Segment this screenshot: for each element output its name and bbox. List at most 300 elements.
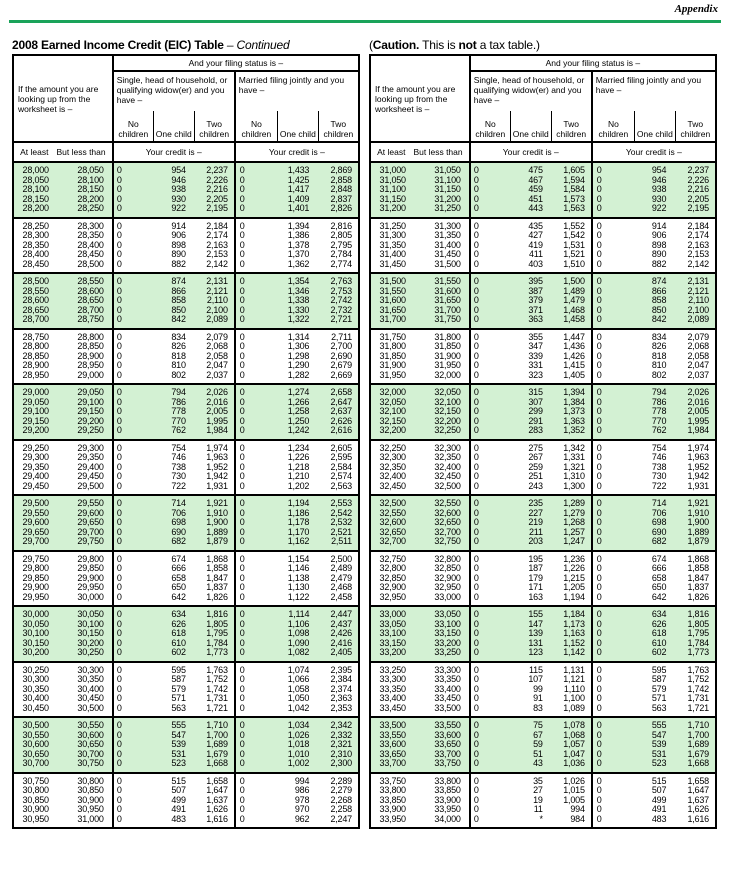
married-one-child-value: 1,417 <box>287 184 310 194</box>
married-two-children-value: 2,616 <box>330 425 352 435</box>
at-least-value: 30,000 <box>22 609 49 619</box>
at-least-value: 30,300 <box>22 674 49 684</box>
married-two-children-value: 2,174 <box>687 230 709 240</box>
married-two-children-header: Two children <box>318 111 359 142</box>
single-no-children-value: 0 <box>116 739 122 749</box>
range-header <box>370 142 470 162</box>
married-two-children-column <box>317 444 358 492</box>
single-two-children-value: 1,637 <box>206 794 228 805</box>
single-no-children-column <box>114 610 154 658</box>
married-two-children-value: 2,247 <box>330 813 352 824</box>
married-no-children-value: 0 <box>239 396 245 407</box>
single-no-children-value: 0 <box>473 785 479 795</box>
single-two-children-value: 1,605 <box>563 165 585 175</box>
at-least-value: 32,300 <box>379 452 406 462</box>
single-one-child-value: 387 <box>528 285 543 296</box>
single-no-children-value: 0 <box>116 804 122 814</box>
married-no-children-value: 0 <box>239 720 245 730</box>
single-one-child-column <box>511 388 551 436</box>
single-one-child-value: 211 <box>529 526 543 537</box>
married-one-child-value: 650 <box>651 582 667 592</box>
married-one-child-value: 1,090 <box>287 637 310 648</box>
single-no-children-value: 0 <box>116 461 122 472</box>
at-least-value: 33,550 <box>379 729 406 740</box>
single-two-children-column <box>194 610 234 658</box>
at-least-value: 32,700 <box>379 536 406 546</box>
at-least-value: 30,500 <box>22 720 49 730</box>
single-two-children-value: 1,194 <box>563 591 585 602</box>
income-range-cell <box>13 606 113 662</box>
married-two-children-value: 2,742 <box>330 295 352 305</box>
married-two-children-column <box>317 166 358 214</box>
less-than-value: 31,300 <box>434 220 461 231</box>
single-two-children-value: 2,079 <box>206 331 228 342</box>
married-credit-cell <box>235 606 359 662</box>
less-than-value: 33,700 <box>434 748 461 759</box>
married-two-children-value: 2,679 <box>330 360 352 370</box>
married-two-children-value: 2,300 <box>330 758 352 768</box>
single-one-child-value: 666 <box>171 563 186 573</box>
less-than-value: 31,500 <box>434 258 461 269</box>
single-group-header: Single, head of household, or qualifying widow(er) and you have – <box>470 71 592 111</box>
single-one-child-value: 946 <box>171 174 186 185</box>
married-credit-header: Your credit is – <box>592 142 716 162</box>
single-one-child-value: 842 <box>171 314 186 324</box>
single-two-children-value: 1,816 <box>206 609 228 619</box>
married-no-children-value: 0 <box>239 295 245 305</box>
single-one-child-value: 555 <box>171 720 186 730</box>
single-no-children-value: 0 <box>473 276 479 286</box>
single-credit-cell <box>470 606 592 662</box>
at-least-value: 33,500 <box>379 720 406 730</box>
less-than-value: 33,550 <box>434 720 461 730</box>
single-two-children-value: 1,931 <box>206 480 228 491</box>
single-one-child-value: 395 <box>528 276 543 286</box>
single-two-children-value: 994 <box>570 804 585 814</box>
single-one-child-value: 403 <box>528 258 543 269</box>
married-no-children-value: 0 <box>239 415 245 426</box>
less-than-value: 32,100 <box>434 396 461 407</box>
single-two-children-value: 1,752 <box>206 674 228 684</box>
at-least-value: 32,750 <box>379 553 406 564</box>
single-no-children-value: 0 <box>473 184 479 194</box>
less-than-value: 32,450 <box>434 471 461 481</box>
married-one-child-value: 794 <box>651 387 667 397</box>
married-no-children-column <box>236 444 277 492</box>
married-no-children-value: 0 <box>596 628 602 638</box>
married-one-child-value: 1,378 <box>287 239 310 250</box>
married-credit-cell <box>592 717 716 773</box>
at-least-column <box>371 499 420 547</box>
single-two-children-column <box>194 166 234 214</box>
single-no-children-value: 0 <box>116 341 122 351</box>
married-one-child-value: 962 <box>294 813 310 824</box>
at-least-value: 29,000 <box>22 387 49 397</box>
at-least-value: 33,300 <box>379 674 406 684</box>
single-no-children-value: 0 <box>473 452 479 462</box>
married-one-child-value: 507 <box>651 785 667 795</box>
at-least-value: 29,400 <box>22 471 49 481</box>
at-least-value: 33,000 <box>379 609 406 619</box>
married-one-child-value: 762 <box>651 425 667 435</box>
single-no-children-value: 0 <box>473 295 479 305</box>
at-least-value: 29,050 <box>22 396 49 407</box>
single-one-child-value: 75 <box>533 720 543 730</box>
at-least-value: 30,100 <box>22 628 49 638</box>
single-one-child-column <box>511 166 551 214</box>
single-no-children-value: 0 <box>116 664 122 675</box>
single-two-children-value: 1,152 <box>563 637 585 648</box>
income-range-cell <box>370 440 470 496</box>
less-than-value: 30,700 <box>77 748 104 759</box>
married-no-children-value: 0 <box>596 220 602 231</box>
married-no-children-column <box>236 777 277 825</box>
single-no-children-value: 0 <box>473 471 479 481</box>
single-one-child-header: One child <box>153 111 194 142</box>
income-range-cell <box>13 218 113 274</box>
single-two-children-value: 1,458 <box>563 314 585 324</box>
single-one-child-value: 459 <box>528 184 543 194</box>
at-least-value: 32,500 <box>379 498 406 508</box>
single-no-children-value: 0 <box>473 618 479 629</box>
single-credit-header: Your credit is – <box>113 142 235 162</box>
at-least-column <box>14 666 63 714</box>
married-two-children-value: 2,100 <box>687 304 709 315</box>
table-row-block <box>13 662 359 718</box>
single-no-children-value: 0 <box>116 609 122 619</box>
at-least-value: 28,650 <box>22 304 49 315</box>
married-two-children-value: 2,110 <box>688 295 709 305</box>
married-no-children-column <box>236 610 277 658</box>
less-than-value: 30,400 <box>77 683 104 694</box>
single-one-child-value: 203 <box>528 536 543 546</box>
single-no-children-value: 0 <box>116 729 122 740</box>
less-than-value: 32,000 <box>434 369 461 380</box>
married-credit-cell <box>235 440 359 496</box>
income-range-cell <box>370 273 470 329</box>
single-two-children-value: 1,405 <box>563 369 585 380</box>
married-no-children-value: 0 <box>239 693 245 703</box>
single-two-children-value: 1,205 <box>563 582 585 592</box>
married-no-children-value: 0 <box>239 785 245 795</box>
married-two-children-value: 1,984 <box>687 425 709 435</box>
less-than-value: 28,100 <box>77 174 104 185</box>
less-than-value: 28,650 <box>77 295 104 305</box>
single-one-child-value: 515 <box>171 775 186 786</box>
married-two-children-value: 1,616 <box>687 813 709 824</box>
single-no-children-value: 0 <box>473 647 479 657</box>
less-than-value: 29,600 <box>77 507 104 518</box>
less-than-value: 33,200 <box>434 637 461 648</box>
range-header <box>13 142 113 162</box>
single-one-child-value: 123 <box>528 647 543 657</box>
married-one-child-value: 1,370 <box>287 249 310 259</box>
single-two-children-value: 1,921 <box>206 498 228 508</box>
eic-table-left <box>12 54 360 829</box>
single-no-children-column <box>114 777 154 825</box>
single-two-children-value: 1,110 <box>563 683 585 694</box>
less-than-value: 30,050 <box>77 609 104 619</box>
single-one-child-value: 730 <box>171 471 186 481</box>
single-one-child-value: 147 <box>528 618 543 629</box>
married-no-children-column <box>593 666 634 714</box>
single-no-children-value: 0 <box>473 609 479 619</box>
married-no-children-value: 0 <box>239 480 245 491</box>
less-than-column <box>420 555 469 603</box>
single-two-children-value: 1,879 <box>206 536 228 546</box>
single-one-child-value: 778 <box>171 406 186 416</box>
at-least-value: 29,350 <box>22 461 49 472</box>
at-least-value: 30,950 <box>22 813 49 824</box>
single-two-children-value: 1,489 <box>563 285 585 296</box>
married-two-children-column <box>317 777 358 825</box>
at-least-value: 31,450 <box>379 258 406 269</box>
married-no-children-column <box>593 388 634 436</box>
married-one-child-value: 1,050 <box>287 693 310 703</box>
less-than-value: 29,350 <box>77 452 104 462</box>
married-no-children-value: 0 <box>239 804 245 814</box>
single-one-child-value: 99 <box>533 683 543 694</box>
married-one-child-value: 1,010 <box>287 748 310 759</box>
married-two-children-value: 2,869 <box>330 165 352 175</box>
single-no-children-value: 0 <box>116 471 122 481</box>
single-one-child-value: 914 <box>171 220 186 231</box>
married-one-child-value: 786 <box>651 396 667 407</box>
single-one-child-value: 587 <box>171 674 186 684</box>
single-one-child-value: 834 <box>171 331 186 342</box>
married-no-children-column <box>593 777 634 825</box>
at-least-column <box>371 277 420 325</box>
single-no-children-value: 0 <box>116 674 122 684</box>
married-no-children-value: 0 <box>596 739 602 749</box>
single-no-children-value: 0 <box>116 775 122 786</box>
at-least-value: 29,600 <box>22 517 49 527</box>
single-one-child-value: 499 <box>171 794 186 805</box>
at-least-value: 30,650 <box>22 748 49 759</box>
married-one-child-value: 890 <box>651 249 667 259</box>
married-one-child-value: 866 <box>651 285 667 296</box>
header-row-credit <box>13 142 359 162</box>
at-least-value: 31,250 <box>379 220 406 231</box>
married-two-children-value: 1,647 <box>687 785 709 795</box>
married-one-child-column <box>634 333 675 381</box>
married-two-children-value: 2,216 <box>687 184 709 194</box>
married-one-child-value: 555 <box>651 720 667 730</box>
single-two-children-value: 1,078 <box>563 720 585 730</box>
married-two-children-value: 2,574 <box>330 471 352 481</box>
single-no-children-value: 0 <box>116 249 122 259</box>
less-than-value: 30,950 <box>77 804 104 814</box>
married-two-children-value: 1,795 <box>687 628 709 638</box>
married-credit-cell <box>592 273 716 329</box>
married-two-children-value: 2,458 <box>330 591 352 602</box>
single-no-children-value: 0 <box>473 406 479 416</box>
at-least-value: 33,750 <box>379 775 406 786</box>
single-no-children-value: 0 <box>116 553 122 564</box>
married-no-children-column <box>236 666 277 714</box>
single-one-child-value: 714 <box>171 498 186 508</box>
less-than-column <box>420 666 469 714</box>
single-no-children-value: 0 <box>116 582 122 592</box>
married-two-children-value: 2,258 <box>330 804 352 814</box>
at-least-column <box>14 610 63 658</box>
single-one-child-column <box>154 444 194 492</box>
single-one-child-value: 858 <box>171 295 186 305</box>
married-no-children-value: 0 <box>596 563 602 573</box>
single-no-children-column <box>471 555 511 603</box>
married-one-child-value: 1,298 <box>287 350 310 361</box>
single-one-child-value: 930 <box>171 193 186 204</box>
at-least-value: 33,700 <box>379 758 406 768</box>
married-two-children-value: 2,005 <box>687 406 709 416</box>
single-two-children-value: 1,363 <box>563 415 585 426</box>
married-credit-cell <box>592 384 716 440</box>
at-least-value: 32,350 <box>379 461 406 472</box>
single-one-child-value: 139 <box>528 628 543 638</box>
single-one-child-value: 483 <box>171 813 186 824</box>
at-least-column <box>371 555 420 603</box>
married-no-children-value: 0 <box>239 517 245 527</box>
single-no-children-value: 0 <box>116 720 122 730</box>
married-no-children-value: 0 <box>239 276 245 286</box>
married-credit-cell <box>592 551 716 607</box>
single-no-children-value: 0 <box>473 461 479 472</box>
married-two-children-value: 2,195 <box>687 203 709 213</box>
single-one-child-value: 83 <box>533 702 543 713</box>
married-two-children-value: 1,974 <box>687 442 709 453</box>
single-two-children-value: 1,868 <box>206 553 228 564</box>
less-than-value: 29,450 <box>77 471 104 481</box>
at-least-value: 29,900 <box>22 582 49 592</box>
married-no-children-value: 0 <box>239 220 245 231</box>
married-one-child-value: 1,146 <box>287 563 310 573</box>
single-two-children-value: 1,626 <box>206 804 228 814</box>
header-row-credit <box>370 142 716 162</box>
married-two-children-value: 2,595 <box>330 452 352 462</box>
less-than-value: 32,050 <box>434 387 461 397</box>
married-two-children-value: 2,321 <box>330 739 352 749</box>
single-one-child-value: 347 <box>528 341 543 351</box>
married-credit-header: Your credit is – <box>235 142 359 162</box>
single-no-children-value: 0 <box>116 276 122 286</box>
single-no-children-value: 0 <box>473 739 479 749</box>
married-one-child-value: 818 <box>651 350 667 361</box>
married-no-children-value: 0 <box>596 174 602 185</box>
single-two-children-value: 1,026 <box>563 775 585 786</box>
less-than-value: 33,850 <box>434 785 461 795</box>
at-least-column <box>371 333 420 381</box>
married-two-children-value: 2,542 <box>330 507 352 518</box>
married-no-children-value: 0 <box>239 702 245 713</box>
header-row-status <box>13 55 359 71</box>
married-no-children-value: 0 <box>596 369 602 380</box>
amount-header: If the amount you are looking up from the worksheet is – <box>370 55 470 142</box>
less-than-value: 28,850 <box>77 341 104 351</box>
single-credit-header: Your credit is – <box>470 142 592 162</box>
less-than-value: 30,550 <box>77 720 104 730</box>
married-one-child-value: 730 <box>651 471 667 481</box>
caution-note <box>369 38 540 52</box>
single-credit-cell <box>113 606 235 662</box>
single-one-child-value: 27 <box>533 785 543 795</box>
married-one-child-value: 1,258 <box>287 406 310 416</box>
single-two-children-column <box>551 222 591 270</box>
married-one-child-value: 1,266 <box>287 396 310 407</box>
married-no-children-value: 0 <box>239 230 245 240</box>
less-than-value: 29,800 <box>77 553 104 564</box>
single-no-children-column <box>471 777 511 825</box>
married-two-children-value: 1,668 <box>687 758 709 768</box>
at-least-value: 30,700 <box>22 758 49 768</box>
married-credit-cell <box>235 384 359 440</box>
married-one-child-value: 1,433 <box>287 165 310 175</box>
married-no-children-value: 0 <box>596 415 602 426</box>
married-one-child-column <box>634 499 675 547</box>
at-least-column <box>14 499 63 547</box>
less-than-value: 30,500 <box>77 702 104 713</box>
married-no-children-value: 0 <box>596 314 602 324</box>
single-credit-cell <box>113 662 235 718</box>
single-two-children-value: 1,036 <box>563 758 585 768</box>
single-no-children-value: 0 <box>473 664 479 675</box>
married-two-children-value: 2,816 <box>330 220 352 231</box>
married-two-children-value: 1,995 <box>687 415 709 426</box>
married-one-child-value: 706 <box>651 507 667 518</box>
table-row-block <box>370 384 716 440</box>
single-two-children-column <box>551 166 591 214</box>
single-one-child-value: 938 <box>171 184 186 194</box>
married-no-children-value: 0 <box>239 507 245 518</box>
single-no-children-value: 0 <box>473 729 479 740</box>
at-least-value: 31,050 <box>379 174 406 185</box>
less-than-value: 28,950 <box>77 360 104 370</box>
single-no-children-value: 0 <box>473 507 479 518</box>
single-two-children-value: 1,342 <box>563 442 585 453</box>
single-no-children-value: 0 <box>473 813 479 824</box>
single-no-children-column <box>114 333 154 381</box>
less-than-value: 32,650 <box>434 517 461 527</box>
single-one-child-value: 746 <box>171 452 186 462</box>
single-one-child-value: 882 <box>171 258 186 269</box>
married-one-child-value: 483 <box>651 813 667 824</box>
single-no-children-value: 0 <box>116 331 122 342</box>
at-least-value: 32,250 <box>379 442 406 453</box>
single-one-child-value: 283 <box>528 425 543 435</box>
income-range-cell <box>370 162 470 218</box>
married-two-children-value: 1,826 <box>687 591 709 602</box>
married-group-header: Married filing jointly and you have – <box>235 71 359 111</box>
married-no-children-column <box>593 444 634 492</box>
at-least-value: 32,450 <box>379 480 406 491</box>
married-no-children-value: 0 <box>239 387 245 397</box>
at-least-value: 28,950 <box>22 369 49 380</box>
married-one-child-value: 1,290 <box>287 360 310 370</box>
single-two-children-column <box>194 777 234 825</box>
married-no-children-value: 0 <box>596 258 602 269</box>
less-than-value: 33,400 <box>434 683 461 694</box>
income-range-cell <box>13 440 113 496</box>
single-no-children-value: 0 <box>473 396 479 407</box>
married-no-children-value: 0 <box>596 591 602 602</box>
married-one-child-value: 946 <box>651 174 667 185</box>
single-two-children-column <box>551 388 591 436</box>
table-row-block <box>370 662 716 718</box>
married-one-child-column <box>277 499 318 547</box>
single-two-children-value: 1,426 <box>563 350 585 361</box>
single-no-children-value: 0 <box>473 526 479 537</box>
single-one-child-value: 786 <box>171 396 186 407</box>
single-one-child-value: 331 <box>528 360 543 370</box>
